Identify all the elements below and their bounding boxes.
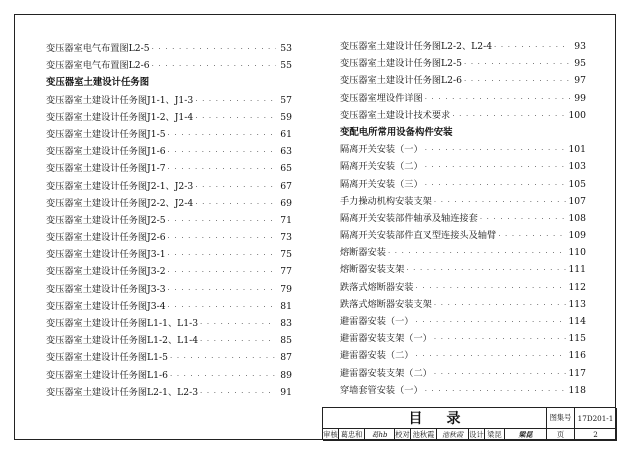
dot-leader [425, 159, 567, 176]
toc-entry-label: 隔离开关安装（三） [340, 178, 423, 190]
atlas-number: 17D201-1 [575, 408, 617, 429]
dot-leader [168, 213, 276, 230]
title-block-title: 目录 [323, 408, 547, 429]
page-label: 页 [547, 429, 575, 441]
toc-entry[interactable] [340, 330, 586, 347]
toc-entry[interactable] [46, 126, 292, 143]
toc-entry-page: 63 [280, 146, 292, 158]
designer-name: 梁昆 [485, 429, 505, 441]
toc-entry-label: 手力操动机构安装支架 [340, 195, 432, 207]
dot-leader [425, 91, 570, 108]
dot-leader [494, 39, 570, 56]
toc-entry-page: 115 [568, 333, 586, 345]
dot-leader [425, 142, 567, 159]
toc-entry-page: 69 [280, 197, 292, 209]
toc-entry-label: 避雷器安装（一） [340, 316, 414, 327]
toc-entry[interactable] [46, 212, 292, 229]
toc-entry-label: 变压器室土建设计任务图J1-6 [46, 146, 166, 158]
toc-entry-page: 83 [280, 318, 292, 329]
dot-leader [406, 262, 566, 279]
toc-entry-page: 112 [568, 281, 586, 293]
toc-entry-label: 变压器室土建设计任务图J1-1、J1-3 [46, 94, 194, 106]
toc-entry-page: 85 [280, 335, 292, 347]
toc-entry[interactable] [340, 141, 586, 158]
toc-entry-label: 变压器室土建设计任务图J3-1 [46, 249, 166, 261]
toc-left-column [46, 40, 292, 401]
section-heading: 变配电所常用设备构件安装 [340, 126, 453, 138]
toc-entry-label: 变压器室土建设计任务图L1-2、L1-4 [46, 335, 199, 347]
toc-entry-label: 变压器室土建设计任务图J3-4 [46, 300, 166, 312]
toc-entry-label: 变压器室土建设计任务图J3-2 [46, 266, 166, 278]
designer-signature: 梁昆 [505, 429, 547, 441]
toc-entry-page: 61 [280, 128, 292, 140]
toc-entry-page: 95 [574, 58, 586, 70]
toc-entry[interactable] [340, 193, 586, 210]
toc-entry-page: 79 [280, 283, 292, 295]
dot-leader [168, 127, 276, 144]
dot-leader [195, 93, 276, 110]
toc-entry-label: 变压器室土建设计技术要求 [340, 109, 451, 121]
toc-entry[interactable] [46, 143, 292, 160]
dot-leader [168, 299, 276, 316]
toc-entry-page: 65 [280, 163, 292, 175]
toc-entry-label: 变压器室土建设计任务图J2-5 [46, 214, 166, 226]
toc-entry-page: 118 [568, 384, 586, 396]
toc-entry-label: 变压器室土建设计任务图L1-1、L1-3 [46, 318, 199, 329]
toc-entry-page: 113 [568, 298, 586, 310]
dot-leader [416, 314, 567, 331]
toc-entry[interactable] [340, 365, 586, 382]
dot-leader [498, 228, 566, 245]
proofer-name: 池秋霞 [411, 429, 437, 441]
toc-entry-label: 变压器室土建设计任务图J1-2、J1-4 [46, 111, 194, 123]
proofer-signature: 池秋霞 [437, 429, 469, 441]
toc-entry[interactable] [46, 384, 292, 401]
toc-entry[interactable] [46, 246, 292, 263]
toc-entry[interactable] [46, 92, 292, 109]
dot-leader [416, 348, 567, 365]
toc-entry[interactable] [46, 332, 292, 349]
review-label: 审核 [323, 429, 339, 441]
page-number: 2 [575, 429, 617, 441]
dot-leader [168, 144, 276, 161]
dot-leader [168, 264, 276, 281]
reviewer-signature: 葛hb [365, 429, 395, 441]
toc-entry-label: 变压器室土建设计任务图J1-7 [46, 163, 166, 175]
toc-entry-page: 114 [568, 316, 586, 327]
toc-entry-label: 变压器室土建设计任务图L2-6 [340, 75, 462, 87]
design-label: 设计 [469, 429, 485, 441]
dot-leader [425, 383, 567, 400]
dot-leader [195, 196, 276, 213]
toc-entry-page: 71 [280, 214, 292, 226]
toc-entry[interactable] [340, 55, 586, 72]
toc-entry-label: 变压器室土建设计任务图L2-2、L2-4 [340, 41, 493, 52]
dot-leader [200, 316, 276, 333]
dot-leader [168, 247, 276, 264]
toc-entry-page: 109 [568, 230, 586, 242]
toc-entry-label: 熔断器安装 [340, 247, 386, 259]
dot-leader [434, 366, 567, 383]
toc-entry-page: 110 [568, 247, 586, 259]
toc-entry-page: 93 [574, 41, 586, 52]
toc-entry-page: 73 [280, 232, 292, 244]
dot-leader [168, 230, 276, 247]
toc-entry-label: 变压器室土建设计任务图L2-5 [340, 58, 462, 70]
toc-entry[interactable] [340, 107, 586, 124]
toc-entry[interactable] [46, 109, 292, 126]
toc-entry[interactable] [46, 263, 292, 280]
dot-leader [168, 161, 276, 178]
toc-entry-page: 105 [568, 178, 586, 190]
toc-entry-label: 变压器室土建设计任务图J2-6 [46, 232, 166, 244]
toc-entry-label: 隔离开关安装部件直叉型连接头及轴臂 [340, 230, 497, 242]
toc-entry-page: 77 [280, 266, 292, 278]
dot-leader [416, 280, 567, 297]
toc-entry-page: 89 [280, 369, 292, 381]
toc-entry-label: 熔断器安装支架 [340, 264, 405, 276]
dot-leader [480, 211, 567, 228]
toc-entry-page: 59 [280, 111, 292, 123]
toc-entry[interactable] [340, 210, 586, 227]
toc-entry[interactable] [340, 313, 586, 330]
toc-entry[interactable] [46, 367, 292, 384]
dot-leader [388, 245, 567, 262]
toc-entry-page: 53 [280, 43, 292, 54]
dot-leader [152, 58, 276, 75]
section-heading: 变压器室土建设计任务图 [46, 77, 150, 89]
toc-entry[interactable] [46, 229, 292, 246]
toc-entry[interactable] [46, 160, 292, 177]
toc-entry-page: 101 [568, 144, 586, 156]
toc-right-column [340, 38, 586, 399]
dot-leader [452, 108, 566, 125]
toc-entry-label: 变压器室土建设计任务图J2-1、J2-3 [46, 180, 194, 192]
toc-entry-label: 避雷器安装支架（二） [340, 367, 432, 379]
toc-entry-label: 跌落式熔断器安装 [340, 281, 414, 293]
toc-entry[interactable] [340, 244, 586, 261]
toc-entry-page: 75 [280, 249, 292, 261]
toc-entry-label: 隔离开关安装部件轴承及轴连接套 [340, 212, 478, 224]
toc-entry[interactable] [340, 347, 586, 364]
toc-entry-page: 67 [280, 180, 292, 192]
dot-leader [170, 368, 276, 385]
toc-entry-page: 57 [280, 94, 292, 106]
toc-entry-page: 111 [568, 264, 586, 276]
toc-entry-label: 变压器室土建设计任务图J1-5 [46, 128, 166, 140]
dot-leader [434, 331, 567, 348]
toc-entry[interactable] [340, 72, 586, 89]
toc-entry-page: 103 [568, 161, 586, 173]
atlas-number-label: 图集号 [547, 408, 575, 429]
toc-entry-label: 变压器室土建设计任务图L1-6 [46, 369, 168, 381]
toc-entry[interactable] [340, 158, 586, 175]
toc-entry-page: 87 [280, 352, 292, 364]
toc-entry[interactable] [46, 298, 292, 315]
toc-entry-page: 108 [568, 212, 586, 224]
toc-entry-label: 隔离开关安装（一） [340, 144, 423, 156]
toc-entry[interactable] [340, 382, 586, 399]
toc-entry[interactable] [340, 296, 586, 313]
dot-leader [200, 333, 276, 350]
dot-leader [200, 385, 276, 402]
toc-entry[interactable] [46, 195, 292, 212]
toc-entry-page: 99 [574, 92, 586, 104]
dot-leader [464, 56, 570, 73]
toc-entry-label: 变压器室电气布置图L2-5 [46, 43, 150, 54]
toc-entry-page: 81 [280, 300, 292, 312]
toc-entry[interactable] [340, 38, 586, 55]
dot-leader [425, 177, 567, 194]
toc-entry-label: 变压器室土建设计任务图J3-3 [46, 283, 166, 295]
toc-entry-label: 跌落式熔断器安装支架 [340, 298, 432, 310]
toc-entry[interactable] [46, 178, 292, 195]
proof-label: 校对 [395, 429, 411, 441]
toc-entry-page: 91 [280, 386, 292, 398]
title-block [322, 407, 616, 440]
toc-entry-label: 避雷器安装（二） [340, 350, 414, 362]
toc-entry-page: 97 [574, 75, 586, 87]
dot-leader [434, 297, 567, 314]
toc-entry-label: 穿墙套管安装（一） [340, 384, 423, 396]
toc-entry[interactable] [340, 176, 586, 193]
toc-entry[interactable] [340, 90, 586, 107]
toc-entry-label: 变压器室土建设计任务图L1-5 [46, 352, 168, 364]
toc-entry[interactable] [340, 261, 586, 278]
reviewer-name: 葛忠和 [339, 429, 365, 441]
toc-entry[interactable] [46, 349, 292, 366]
toc-entry-label: 隔离开关安装（二） [340, 161, 423, 173]
dot-leader [152, 41, 276, 58]
dot-leader [168, 282, 276, 299]
toc-entry-page: 100 [568, 109, 586, 121]
dot-leader [195, 179, 276, 196]
toc-entry-label: 变压器室土建设计任务图J2-2、J2-4 [46, 197, 194, 209]
dot-leader [434, 194, 567, 211]
dot-leader [195, 110, 276, 127]
toc-entry-page: 55 [280, 60, 292, 72]
toc-entry[interactable] [46, 315, 292, 332]
toc-entry-label: 变压器室土建设计任务图L2-1、L2-3 [46, 386, 199, 398]
toc-entry-label: 变压器室电气布置图L2-6 [46, 60, 150, 72]
toc-entry[interactable] [46, 40, 292, 57]
toc-entry[interactable] [340, 279, 586, 296]
toc-entry[interactable] [46, 57, 292, 74]
toc-entry-label: 变压器室埋设件详图 [340, 92, 423, 104]
toc-entry[interactable] [340, 227, 586, 244]
toc-entry[interactable] [46, 281, 292, 298]
toc-entry-label: 避雷器安装支架（一） [340, 333, 432, 345]
toc-entry-page: 107 [568, 195, 586, 207]
dot-leader [170, 350, 276, 367]
toc-entry-page: 116 [568, 350, 586, 362]
dot-leader [464, 73, 570, 90]
toc-entry-page: 117 [568, 367, 586, 379]
